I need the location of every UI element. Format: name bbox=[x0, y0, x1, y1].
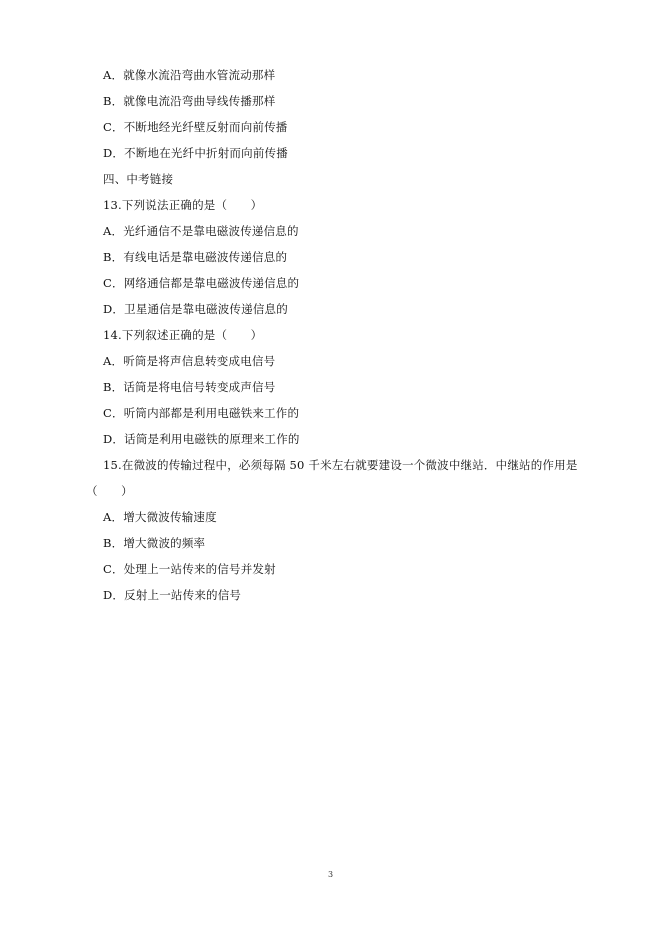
q15-stem-line1: 15.在微波的传输过程中，必须每隔 50 千米左右就要建设一个微波中继站．中继站的作用是 bbox=[103, 458, 578, 472]
q15-option-b: B．增大微波的频率 bbox=[103, 536, 206, 550]
q15-option-d: D．反射上一站传来的信号 bbox=[103, 588, 242, 602]
q14-stem: 14.下列叙述正确的是（ ） bbox=[103, 328, 263, 342]
q13-option-b: B．有线电话是靠电磁波传递信息的 bbox=[103, 250, 288, 264]
q13-option-a: A．光纤通信不是靠电磁波传递信息的 bbox=[103, 224, 299, 238]
q14-option-d: D．话筒是利用电磁铁的原理来工作的 bbox=[103, 432, 300, 446]
q15-stem-line2: （ ） bbox=[86, 484, 133, 498]
q14-option-c: C．听筒内部都是利用电磁铁来工作的 bbox=[103, 406, 300, 420]
q13-option-c: C．网络通信都是靠电磁波传递信息的 bbox=[103, 276, 300, 290]
q13-stem: 13.下列说法正确的是（ ） bbox=[103, 198, 263, 212]
q12-option-c: C．不断地经光纤壁反射而向前传播 bbox=[103, 120, 288, 134]
q15-option-c: C．处理上一站传来的信号并发射 bbox=[103, 562, 276, 576]
section-heading: 四、中考链接 bbox=[103, 172, 174, 186]
q13-option-d: D．卫星通信是靠电磁波传递信息的 bbox=[103, 302, 288, 316]
q12-option-a: A．就像水流沿弯曲水管流动那样 bbox=[103, 68, 276, 82]
page-number: 3 bbox=[327, 870, 334, 879]
q14-option-b: B．话筒是将电信号转变成声信号 bbox=[103, 380, 276, 394]
q12-option-b: B．就像电流沿弯曲导线传播那样 bbox=[103, 94, 276, 108]
q12-option-d: D．不断地在光纤中折射而向前传播 bbox=[103, 146, 288, 160]
q15-option-a: A．增大微波传输速度 bbox=[103, 510, 217, 524]
q14-option-a: A．听筒是将声信息转变成电信号 bbox=[103, 354, 276, 368]
